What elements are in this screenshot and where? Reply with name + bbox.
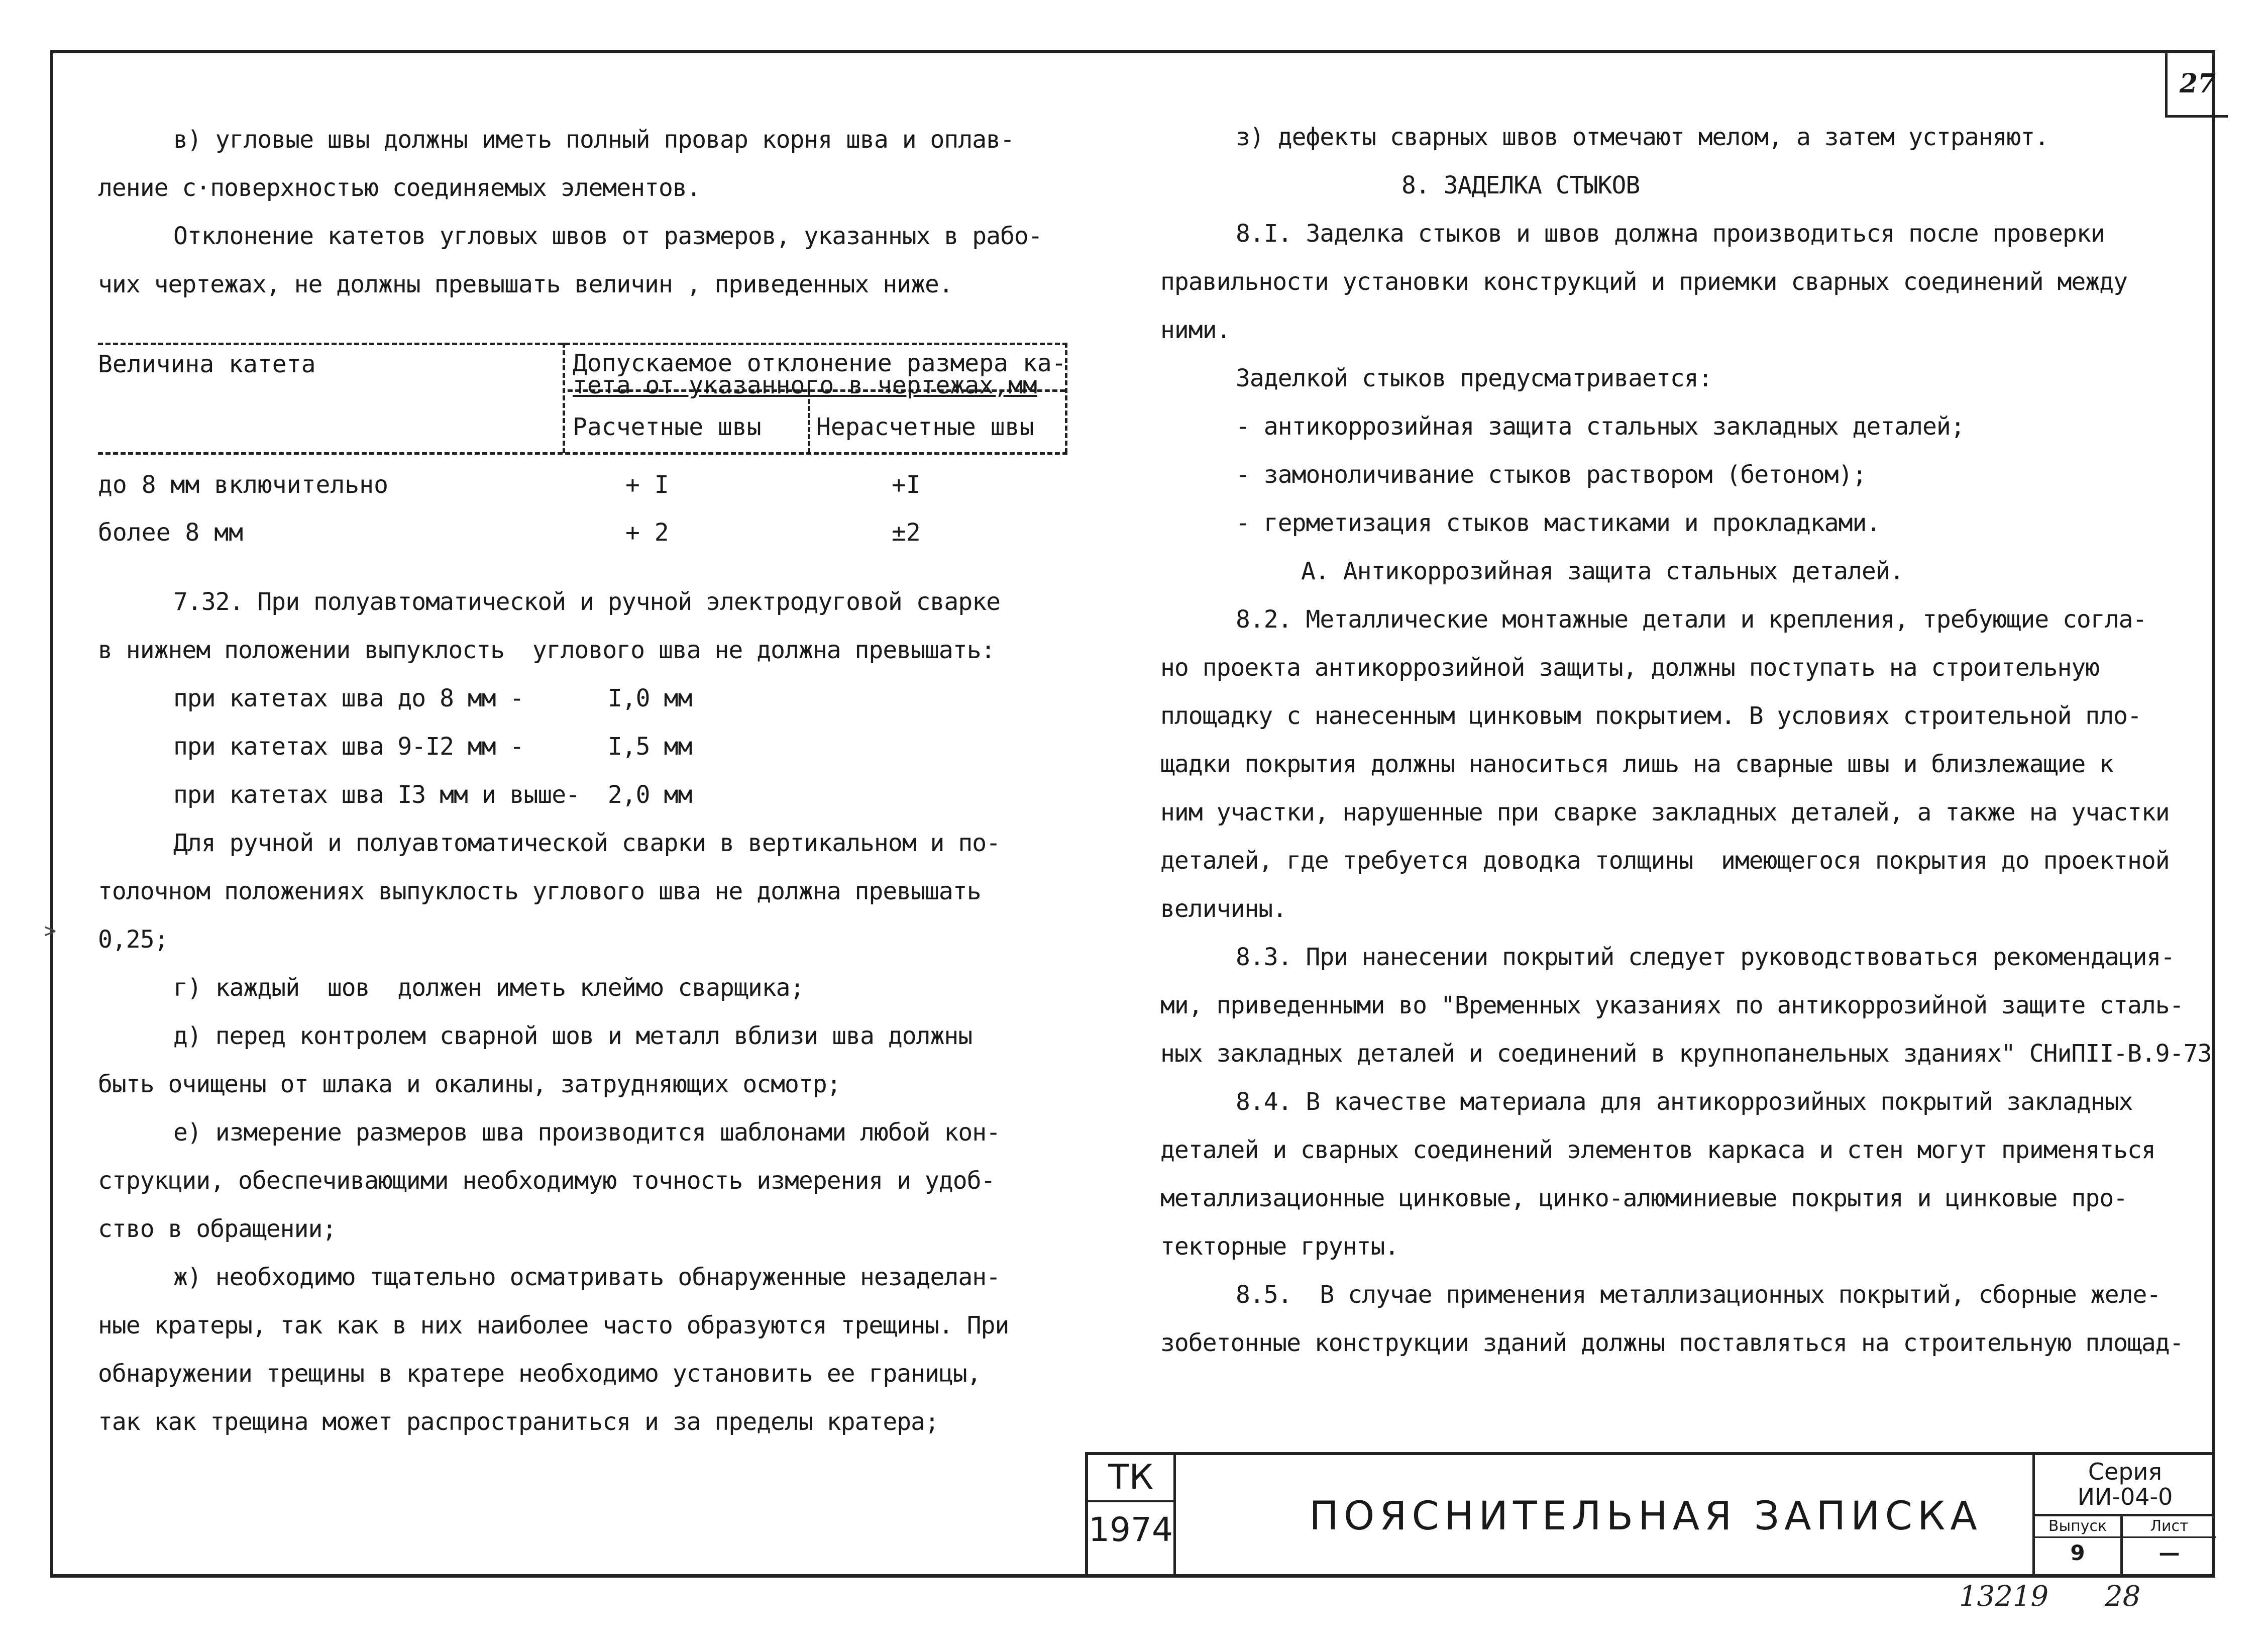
text-line: г) каждый шов должен иметь клеймо сварщика;: [173, 974, 804, 1002]
text-line: обнаружении трещины в кратере необходимо установить ее границы,: [98, 1360, 981, 1388]
text-line: 8.I. Заделка стыков и швов должна производиться после проверки: [1236, 220, 2105, 248]
text-line: зобетонные конструкции зданий должны поставляться на строительную площад-: [1160, 1329, 2184, 1357]
text-line: в нижнем положении выпуклость углового шва не должна превышать:: [98, 636, 995, 664]
text-line: величины.: [1160, 895, 1287, 923]
text-line: 8.4. В качестве материала для антикоррозийных покрытий закладных: [1236, 1088, 2133, 1116]
table-row-size: более 8 мм: [98, 519, 243, 547]
issue-value: 9: [2070, 1540, 2085, 1565]
tk-label: ТК: [1088, 1455, 1173, 1502]
text-line: - антикоррозийная защита стальных закладных деталей;: [1236, 412, 1965, 441]
text-line: щадки покрытия должны наноситься лишь на сварные швы и близлежащие к: [1160, 750, 2114, 778]
text-line: ним участки, нарушенные при сварке закладных деталей, а также на участки: [1160, 798, 2170, 827]
text-line: 8. ЗАДЕЛКА СТЫКОВ: [1401, 171, 1640, 199]
text-line: площадку с нанесенным цинковым покрытием. В условиях строительной пло-: [1160, 702, 2141, 730]
text-line: 8.5. В случае применения металлизационных покрытий, сборные желе-: [1236, 1281, 2161, 1309]
text-line: д) перед контролем сварной шов и металл вблизи шва должны: [173, 1022, 973, 1050]
table-sub-calc: Расчетные швы: [573, 413, 762, 441]
series-value: ИИ-04-0: [2077, 1483, 2173, 1510]
page-number: 28: [2105, 1580, 2141, 1613]
text-line: чих чертежах, не должны превышать величин , приведенных ниже.: [98, 270, 953, 298]
text-line: Отклонение катетов угловых швов от размеров, указанных в рабо-: [173, 222, 1042, 250]
table-col2-header-2: тета от указанного в чертежах,мм: [573, 371, 1037, 399]
table-row-calc: + 2: [625, 519, 669, 547]
series-label: Серия: [2088, 1458, 2163, 1485]
text-line: деталей, где требуется доводка толщины имеющегося покрытия до проектной: [1160, 847, 2170, 875]
title-block-right: [2032, 1455, 2215, 1578]
right-column: [1160, 113, 2211, 1367]
text-line: ных закладных деталей и соединений в крупнопанельных зданиях" СНиПII-В.9-73: [1160, 1040, 2212, 1068]
text-line: текторные грунты.: [1160, 1232, 1399, 1261]
left-column-bottom: [98, 578, 1009, 1446]
inventory-number: 13219: [1959, 1580, 2049, 1613]
table-divider-1: [563, 343, 565, 453]
sheet-value: —: [2158, 1540, 2180, 1565]
issue-cell: [2035, 1516, 2123, 1578]
text-line: 7.32. При полуавтоматической и ручной электродуговой сварке: [173, 588, 1001, 616]
margin-tick: >: [44, 919, 57, 943]
sheet-number: 27: [2165, 52, 2228, 118]
text-line: толочном положениях выпуклость углового шва не должна превышать: [98, 877, 981, 905]
weld-leg-table: [98, 337, 1072, 563]
table-row-noncalc: +I: [892, 471, 921, 499]
sheet-label: Лист: [2123, 1516, 2216, 1538]
text-line: ними.: [1160, 316, 1231, 344]
table-header-rule: [98, 452, 1067, 455]
text-line: металлизационные цинковые, цинко-алюминиевые покрытия и цинковые про-: [1160, 1184, 2127, 1212]
table-row-calc: + I: [625, 471, 669, 499]
text-line: 8.2. Металлические монтажные детали и крепления, требующие согла-: [1236, 605, 2147, 634]
text-line: правильности установки конструкций и приемки сварных соединений между: [1160, 268, 2127, 296]
title-block: [1085, 1452, 2215, 1578]
text-line: струкции, обеспечивающими необходимую точность измерения и удоб-: [98, 1167, 995, 1195]
text-line: при катетах шва до 8 мм - I,0 мм: [173, 684, 692, 712]
sheet-cell: [2123, 1516, 2216, 1578]
text-line: быть очищены от шлака и окалины, затрудняющих осмотр;: [98, 1070, 841, 1098]
text-line: е) измерение размеров шва производится шаблонами любой кон-: [173, 1118, 1001, 1147]
text-line: в) угловые швы должны иметь полный провар корня шва и оплав-: [173, 126, 1014, 154]
text-line: А. Антикоррозийная защита стальных деталей.: [1301, 557, 1904, 585]
text-line: при катетах шва 9-I2 мм - I,5 мм: [173, 733, 692, 761]
year-label: 1974: [1089, 1510, 1173, 1549]
text-line: 8.3. При нанесении покрытий следует руководствоваться рекомендация-: [1236, 943, 2175, 971]
text-line: но проекта антикоррозийной защиты, должны поступать на строительную: [1160, 654, 2100, 682]
table-col1-header: Величина катета: [98, 350, 316, 378]
document-title: ПОЯСНИТЕЛЬНАЯ ЗАПИСКА: [1309, 1494, 1982, 1539]
text-line: при катетах шва I3 мм и выше- 2,0 мм: [173, 781, 692, 809]
text-line: ление с·поверхностью соединяемых элементов.: [98, 174, 701, 202]
table-top-rule: [98, 343, 1067, 345]
text-line: з) дефекты сварных швов отмечают мелом, а затем устраняют.: [1236, 123, 2049, 151]
table-divider-2: [808, 392, 810, 453]
issue-label: Выпуск: [2035, 1516, 2120, 1538]
table-col2-header-1: Допускаемое отклонение размера ка-: [573, 349, 1066, 377]
text-line: деталей и сварных соединений элементов каркаса и стен могут применяться: [1160, 1136, 2155, 1164]
table-sub-noncalc: Нерасчетные швы: [816, 413, 1034, 441]
text-line: 0,25;: [98, 925, 168, 954]
title-block-tk: [1088, 1455, 1176, 1578]
table-row-size: до 8 мм включительно: [98, 471, 388, 499]
text-line: - герметизация стыков мастиками и прокладками.: [1236, 509, 1881, 537]
series-cell: [2035, 1455, 2215, 1516]
text-line: Заделкой стыков предусматривается:: [1236, 364, 1712, 392]
text-line: так как трещина может распространиться и за пределы кратера;: [98, 1408, 939, 1436]
text-line: Для ручной и полуавтоматической сварки в вертикальном и по-: [173, 829, 1001, 857]
text-line: ж) необходимо тщательно осматривать обнаруженные незаделан-: [173, 1263, 1001, 1291]
text-line: ми, приведенными во "Временных указаниях по антикоррозийной защите сталь-: [1160, 991, 2184, 1019]
left-column-top: [98, 116, 1042, 308]
text-line: ные кратеры, так как в них наиболее часто образуются трещины. При: [98, 1311, 1009, 1339]
text-line: ство в обращении;: [98, 1215, 337, 1243]
text-line: - замоноличивание стыков раствором (бетоном);: [1236, 461, 1867, 489]
table-row-noncalc: ±2: [892, 519, 921, 547]
